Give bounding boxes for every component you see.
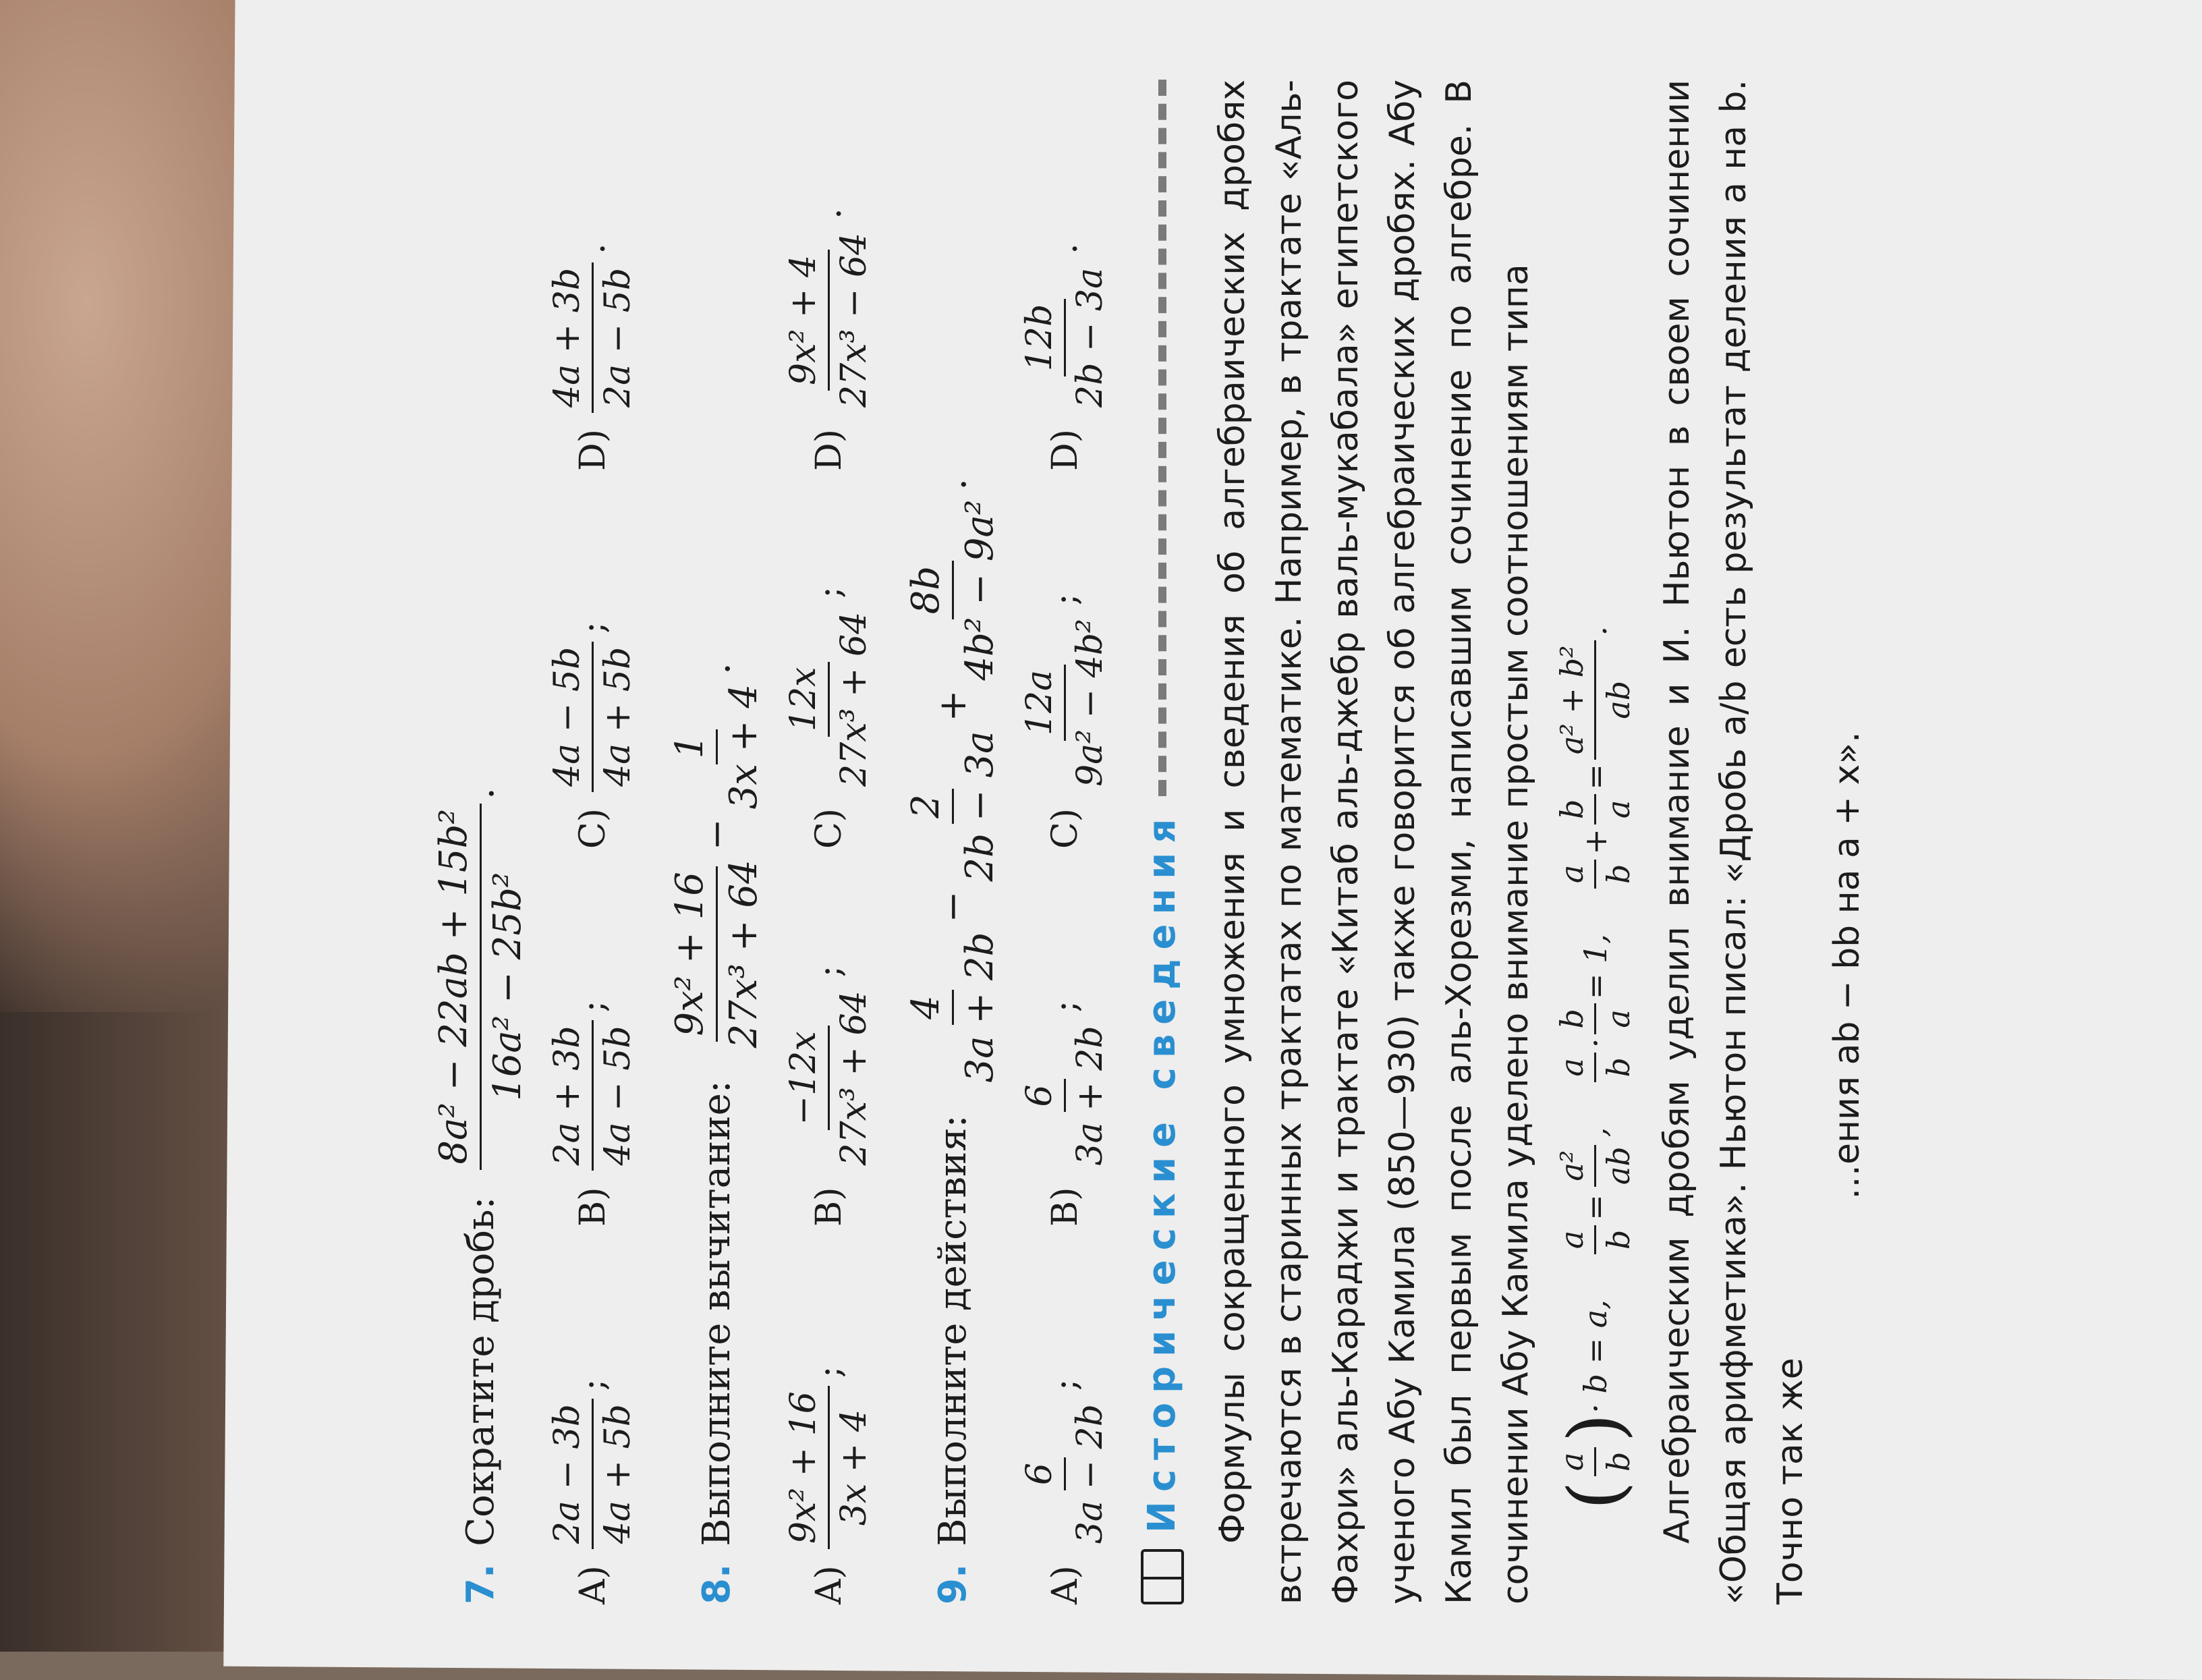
denominator: 3x + 4: [722, 684, 766, 810]
numerator: 6: [1019, 1079, 1066, 1112]
history-line-3: …ения ab − bb на a + x».: [1827, 731, 1867, 1200]
denominator: b: [1600, 1057, 1637, 1077]
denominator: ab: [1600, 1146, 1637, 1185]
option-label: A): [1044, 1565, 1085, 1604]
problem-8: [668, 80, 874, 1604]
problem-8-options: [783, 80, 874, 1604]
punct: .: [808, 208, 849, 219]
option-label: D): [1044, 429, 1085, 471]
denominator: 27x³ − 64: [834, 232, 874, 408]
numerator: −12x: [783, 1026, 830, 1130]
formula-4: a b + b a = a² + b² ab .: [1554, 626, 1637, 893]
denominator: 4a − 5b: [598, 1026, 638, 1166]
formula-text: · b = a,: [1577, 1299, 1614, 1413]
problem-7-head: 7. Сократите дробь: 8a² − 22ab + 15b² 16a² − 25b² .: [432, 787, 530, 1604]
option-d[interactable]: [1019, 243, 1110, 471]
problem-number: 9.: [931, 1563, 975, 1604]
expr-fraction-3: [904, 495, 1002, 686]
numerator: 2: [904, 789, 954, 824]
punct: ;: [572, 1000, 613, 1013]
option-fraction: [547, 262, 638, 413]
option-fraction: [547, 642, 638, 792]
history-header: [1140, 80, 1184, 1604]
punct: ;: [572, 621, 613, 634]
punct: ;: [808, 965, 849, 978]
problem-number: 7.: [459, 1563, 503, 1604]
option-fraction: [783, 607, 874, 792]
option-fraction: [547, 1399, 638, 1549]
option-d[interactable]: [783, 208, 874, 471]
denominator: 27x³ + 64: [834, 611, 874, 787]
punct: ;: [572, 1378, 613, 1391]
option-fraction: [1019, 262, 1110, 413]
numerator: 6: [1019, 1457, 1066, 1490]
numerator: a: [1554, 1225, 1596, 1254]
punct: ;: [1044, 593, 1085, 606]
punct: ;: [1044, 1000, 1085, 1013]
punct: ;: [808, 1366, 849, 1378]
numerator: 12x: [783, 662, 830, 737]
denominator: 4b² − 9a²: [958, 499, 1002, 681]
book-icon: [1141, 1549, 1184, 1604]
formula-2: a b = a² ab ,: [1554, 1127, 1637, 1260]
expr-fraction-1: [668, 854, 766, 1053]
option-label: A): [808, 1565, 849, 1604]
fraction: [1554, 1003, 1637, 1034]
option-label: C): [1044, 808, 1085, 849]
formula-row: [1554, 80, 1637, 1510]
problem-number: 8.: [695, 1563, 739, 1604]
fraction: [1554, 859, 1637, 889]
denominator: 2b − 3a: [958, 731, 1002, 882]
numerator: 8a² − 22ab + 15b²: [432, 804, 482, 1170]
numerator: 9x² + 16: [668, 866, 718, 1041]
formula-1: ( a b ) · b = a,: [1552, 1299, 1639, 1510]
problem-title: Выполните вычитание:: [695, 1080, 739, 1546]
numerator: b: [1554, 1003, 1596, 1034]
problem-9: [904, 80, 1110, 1604]
option-label: B): [1044, 1187, 1085, 1227]
option-label: C): [808, 808, 849, 849]
numerator: a² + b²: [1554, 640, 1596, 760]
option-fraction: [783, 227, 874, 413]
denominator: a: [1600, 1009, 1637, 1028]
numerator: b: [1554, 794, 1596, 824]
page-content: [432, 80, 1875, 1604]
option-b[interactable]: [547, 849, 638, 1227]
problem-title: Сократите дробь:: [459, 1196, 503, 1546]
numerator: a: [1554, 860, 1596, 889]
option-a[interactable]: [1019, 1227, 1110, 1604]
problem-9-head: 9. Выполните действия: 4 3a + 2b − 2 2b − 3a + 8b 4b² − 9a² .: [904, 478, 1002, 1604]
option-c[interactable]: [1019, 471, 1110, 849]
numerator: 1: [668, 729, 718, 764]
option-fraction: [1019, 1020, 1110, 1171]
history-title: Исторические сведения: [1140, 809, 1184, 1533]
main-fraction: [432, 804, 530, 1170]
denominator: 16a² − 25b²: [486, 872, 530, 1101]
numerator: 8b: [904, 561, 954, 619]
denominator: a: [1600, 800, 1637, 819]
denominator: 4a + 5b: [598, 646, 638, 787]
numerator: 4a + 3b: [547, 262, 594, 413]
fraction: [1554, 1225, 1637, 1255]
denominator: b: [1600, 1451, 1637, 1472]
numerator: 2a + 3b: [547, 1020, 594, 1171]
fraction: [1554, 1141, 1637, 1190]
expr-fraction-2: [668, 679, 766, 814]
history-paragraph-1: Формулы сокращенного умножения и сведения об алгебраических дробях встречаются в старинных трактатах по математике. Например, в трактате «Аль-Фахри» аль-Караджи и трактате «Китаб аль-джебр валь-мукабала» египетского ученого Абу Камила (850—930) также говорится об алгебраических дробях. Абу Камил был первым после аль-Хорезми, написавшим сочинение по алгебре. В сочинении Абу Камила уделено внимание простым соотношениям типа: [1212, 80, 1536, 1604]
denominator: 3a − 2b: [1070, 1404, 1110, 1544]
option-c[interactable]: [547, 471, 638, 849]
fraction: [1554, 794, 1637, 824]
option-d[interactable]: [547, 243, 638, 471]
denominator: b: [1600, 864, 1637, 885]
numerator: 9x² + 16: [783, 1386, 830, 1549]
denominator: 3x + 4: [834, 1409, 874, 1526]
problem-7: [432, 80, 638, 1604]
denominator: 2b − 3a: [1070, 267, 1110, 408]
option-fraction: [1019, 613, 1110, 792]
fraction: [1554, 640, 1637, 760]
numerator: 12b: [1019, 299, 1066, 376]
option-label: A): [572, 1565, 613, 1604]
numerator: 4a − 5b: [547, 642, 594, 792]
denominator: 27x³ + 64: [722, 860, 766, 1048]
denominator: 9a² − 4b²: [1070, 619, 1110, 787]
option-b[interactable]: [783, 849, 874, 1227]
option-label: C): [572, 808, 613, 849]
numerator: 9x² + 4: [783, 250, 830, 391]
problem-7-options: [547, 80, 638, 1604]
denominator: ab: [1600, 680, 1637, 719]
denominator: b: [1600, 1229, 1637, 1250]
denominator: 3a + 2b: [1070, 1026, 1110, 1166]
denominator: 3a + 2b: [958, 932, 1002, 1083]
option-label: D): [808, 429, 849, 471]
formula-3: a b · b a = 1,: [1554, 934, 1637, 1087]
option-fraction: [1019, 1399, 1110, 1549]
denominator: 27x³ + 64: [834, 990, 874, 1166]
problem-title: Выполните действия:: [931, 1115, 975, 1546]
option-label: B): [808, 1187, 849, 1227]
punct: .: [1044, 243, 1085, 254]
problem-9-options: [1019, 80, 1110, 1604]
fraction: [1554, 1447, 1637, 1477]
punct: ;: [808, 586, 849, 598]
numerator: a: [1554, 1053, 1596, 1082]
option-fraction: [783, 985, 874, 1171]
option-a[interactable]: [547, 1227, 638, 1604]
punct: ;: [1044, 1378, 1085, 1391]
option-a[interactable]: [783, 1227, 874, 1604]
fraction: [1554, 1052, 1637, 1082]
numerator: 2a − 3b: [547, 1399, 594, 1549]
problem-8-head: 8. Выполните вычитание: 9x² + 16 27x³ + 64 − 1 3x + 4 .: [668, 663, 766, 1604]
option-label: D): [572, 429, 613, 471]
numerator: a: [1554, 1447, 1596, 1476]
option-fraction: [547, 1020, 638, 1171]
denominator: 2a − 5b: [598, 267, 638, 408]
history-paragraph-2: Алгебраическим дробям уделил внимание и И. Ньютон в своем сочинении «Общая арифметика». Ньютон писал: «Дробь a/b есть результат деления a на b. Точно так же: [1657, 80, 1811, 1604]
option-c[interactable]: [783, 471, 874, 849]
option-b[interactable]: [1019, 849, 1110, 1227]
numerator: a²: [1554, 1145, 1596, 1187]
numerator: 4: [904, 990, 954, 1025]
denominator: 4a + 5b: [598, 1404, 638, 1544]
punct: .: [572, 243, 613, 254]
expr-fraction-1: [904, 926, 1002, 1088]
option-label: B): [572, 1187, 613, 1227]
numerator: 12a: [1019, 665, 1066, 741]
divider: [1158, 80, 1166, 796]
option-fraction: [783, 1386, 874, 1549]
expr-fraction-2: [904, 726, 1002, 887]
